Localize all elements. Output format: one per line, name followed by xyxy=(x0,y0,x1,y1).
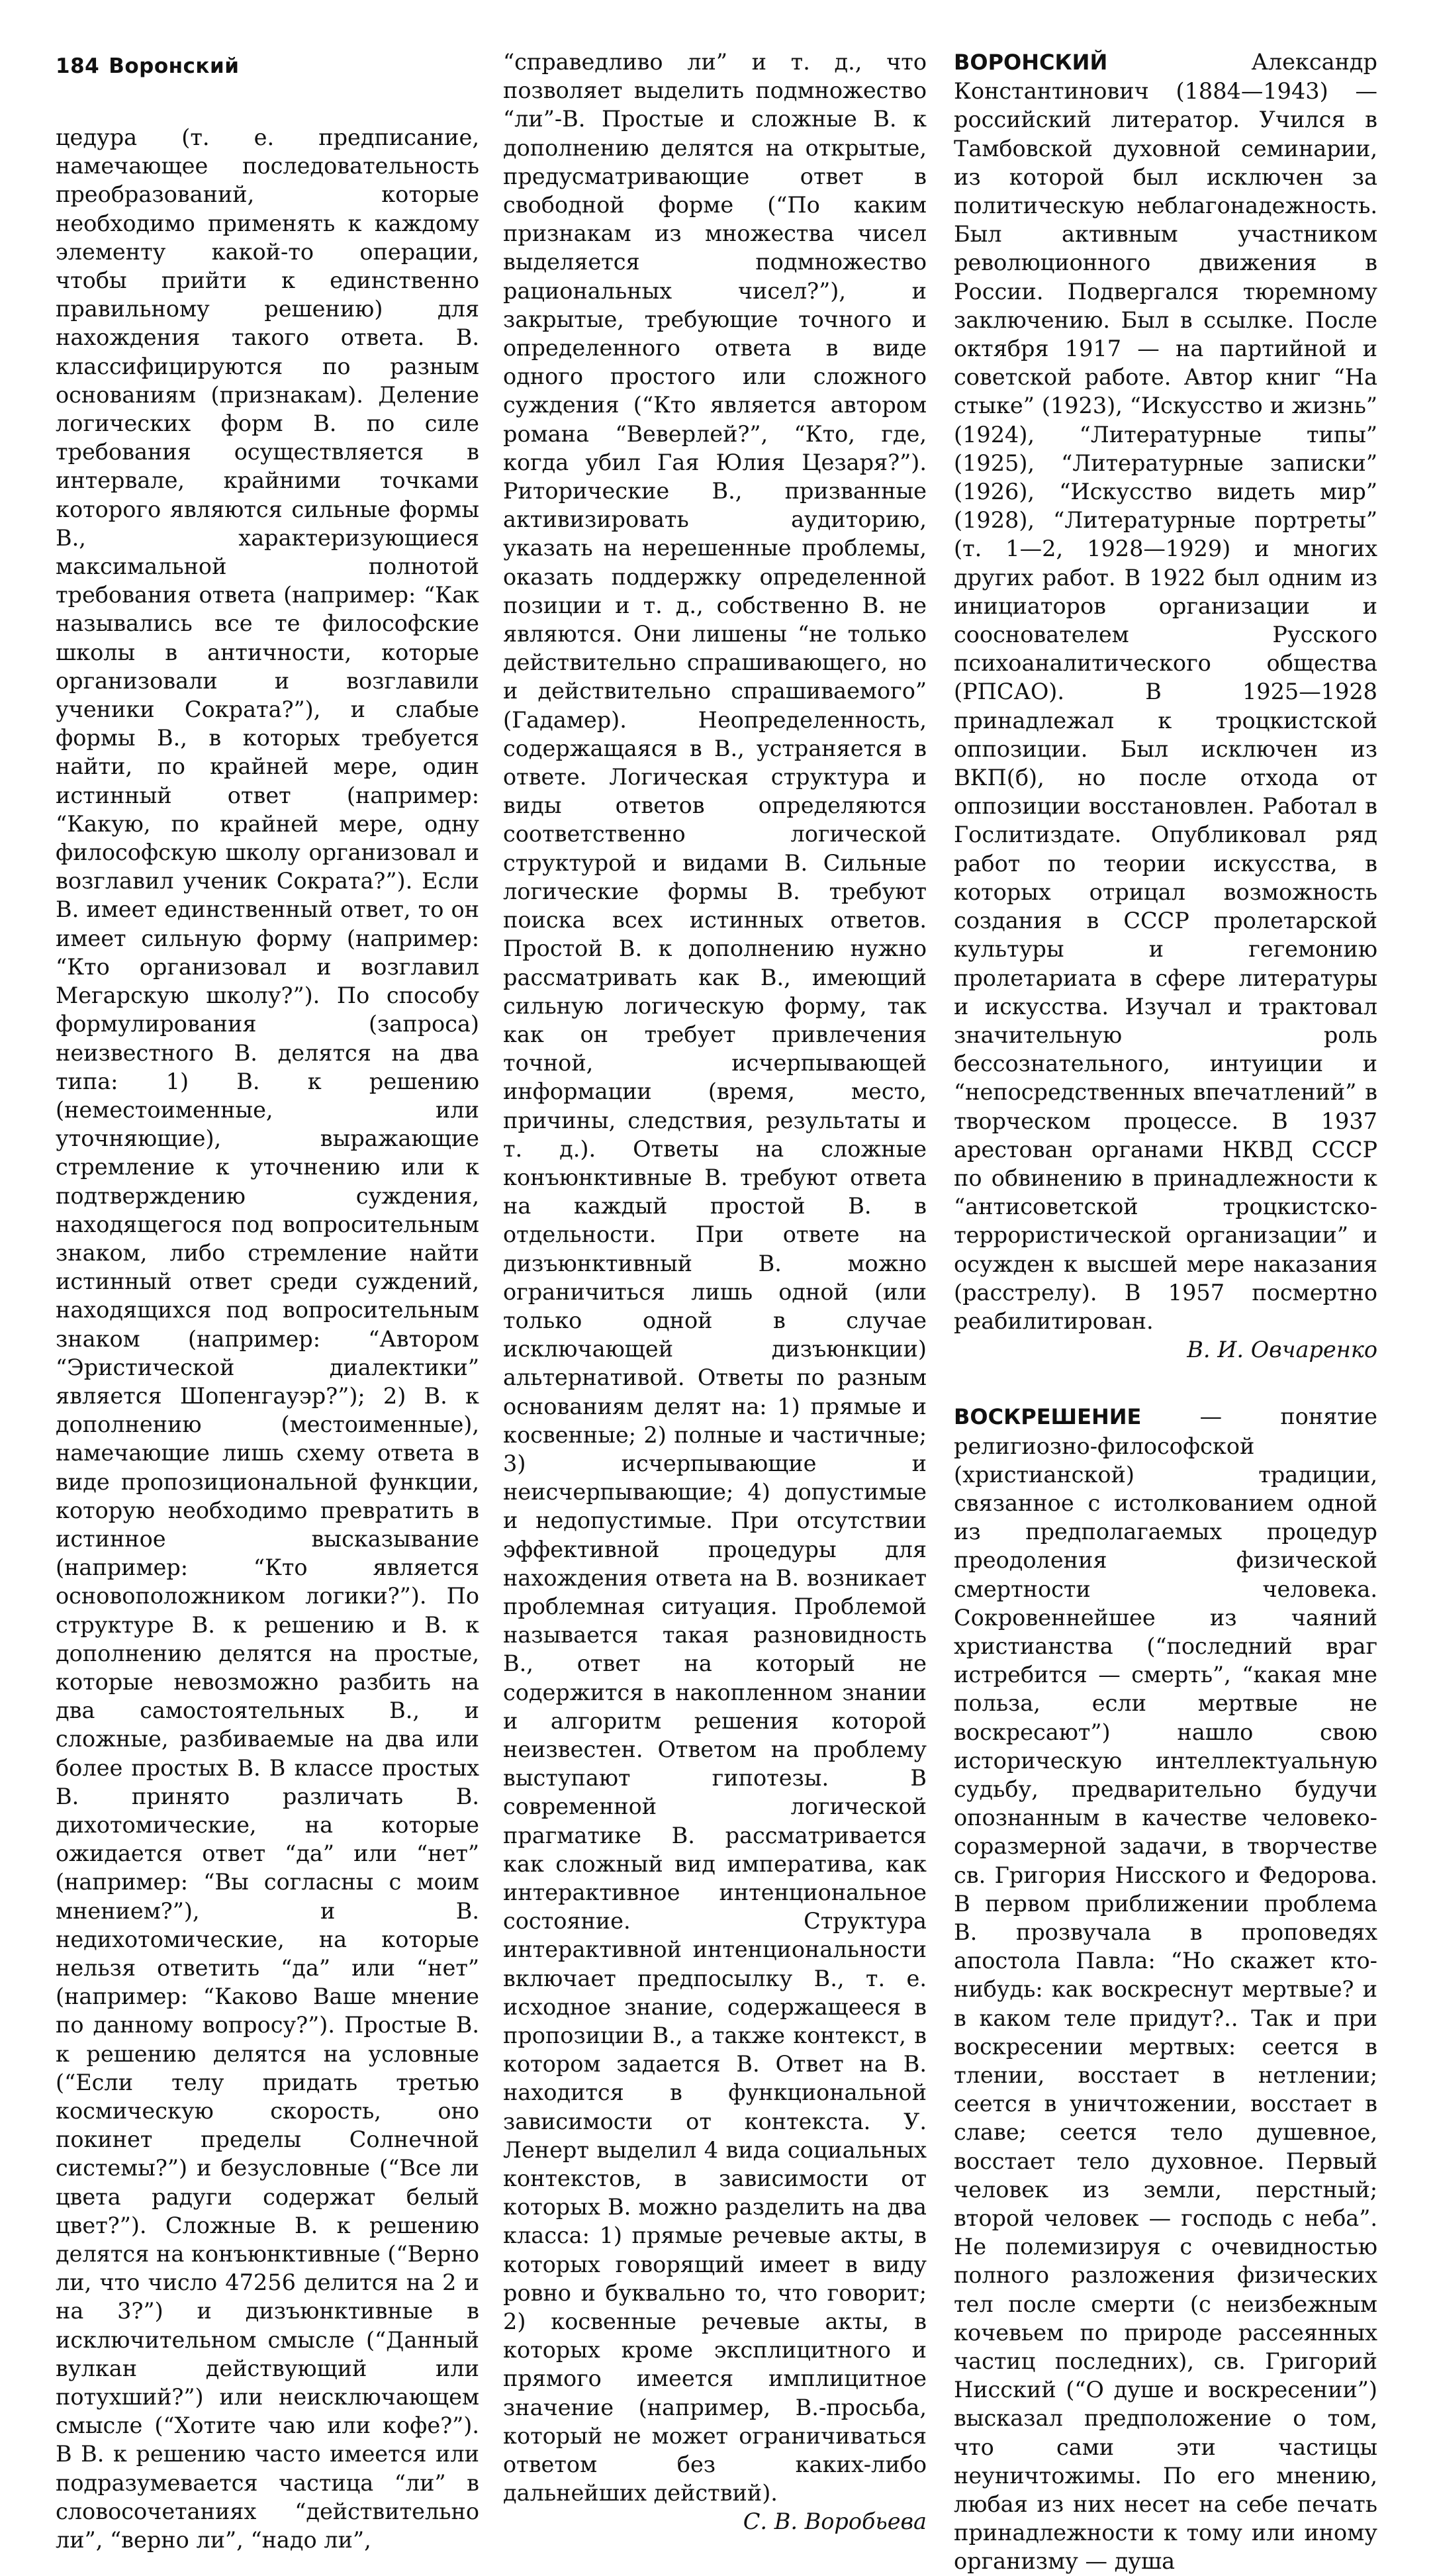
entry-headword: ВОСКРЕШЕНИЕ xyxy=(954,1404,1142,1430)
entry-headword: ВОРОНСКИЙ xyxy=(954,50,1108,75)
column-right xyxy=(954,48,1377,2576)
article-text-continued: цедура (т. е. предписание, намечающее последовательность преобразований, которые необходимо применять к каждому элементу какой-то операции, чтобы прийти к единственно правильному решению) для нахождения такого ответа. В. классифицируются по разным основаниям (признакам). Деление логических форм В. по силе требования осуществляется в интервале, крайними точками которого являются сильные формы В., характеризующиеся максимальной полнотой требования ответа (например: “Как назывались все те философские школы в античности, которые организовали и возглавили ученики Сократа?”), и слабые формы В., в которых требуется найти, по крайней мере, один истинный ответ (например: “Какую, по крайней мере, одну философскую школу организовал и возглавил ученик Сократа?”). Если В. имеет единственный ответ, то он имеет сильную форму (например: “Кто организовал и возглавил Мегарскую школу?”). По способу формулирования (запроса) неизвестного В. делятся на два типа: 1) В. к решению (неместоименные, или уточняющие), выражающие стремление к уточнению или к подтверждению суждения, находящегося под вопросительным знаком, либо стремление найти истинный ответ среди суждений, находящихся под вопросительным знаком (например: “Автором “Эристической диалектики” является Шопенгауэр?”); 2) В. к дополнению (местоименные), намечающие лишь схему ответа в виде пропозициональной функции, которую необходимо превратить в истинное высказывание (например: “Кто является основоположником логики?”). По структуре В. к решению и В. к дополнению делятся на простые, которые невозможно разбить на два самостоятельных В., и сложные, разбиваемые на два или более простых В. В классе простых В. принято различать В. дихотомические, на которые ожидается ответ “да” или “нет” (например: “Вы согласны с моим мнением?”), и В. недихотомические, на которые нельзя ответить “да” или “нет” (например: “Каково Ваше мнение по данному вопросу?”). Простые В. к решению делятся на условные (“Если телу придать третью космическую скорость, оно покинет пределы Солнечной системы?”) и безусловные (“Все ли цвета радуги содержат белый цвет?”). Сложные В. к решению делятся на конъюнктивные (“Верно ли, что число 47256 делится на 2 и на 3?”) и дизъюнктивные в исключительном смысле (“Данный вулкан действующий или потухший?”) или неисключающем смысле (“Хотите чаю или кофе?”). В В. к решению часто имеется или подразумевается частица “ли” в словосочетаниях “действительно ли”, “верно ли”, “надо ли”, xyxy=(56,124,479,2553)
entry-body: Александр Константинович (1884—1943) — российский литератор. Учился в Тамбовской духовной семинарии, из которой был исключен за политическую неблагонадежность. Был активным участником революционного движения в России. Подвергался тюремному заключению. Был в ссылке. После октября 1917 — на партийной и советской работе. Автор книг “На стыке” (1923), “Искусство и жизнь” (1924), “Литературные типы” (1925), “Литературные записки” (1926), “Искусство видеть мир” (1928), “Литературные портреты” (т. 1—2, 1928—1929) и многих других работ. В 1922 был одним из инициаторов организации и сооснователем Русского психоаналитического общества (РПСАО). В 1925—1928 принадлежал к троцкистской оппозиции. Был исключен из ВКП(б), но после отхода от оппозиции восстановлен. Работал в Гослитиздате. Опубликовал ряд работ по теории искусства, в которых отрицал возможность создания в СССР пролетарской культуры и гегемонию пролетариата в сфере литературы и искусства. Изучал и трактовал значительную роль бессознательного, интуиции и “непосредственных впечатлений” в творческом процессе. В 1937 арестован органами НКВД СССР по обвинению в принадлежности к “антисоветской троцкистско-террористической организации” и осужден к высшей мере наказания (расстрелу). В 1957 посмертно реабилитирован. xyxy=(954,49,1377,1334)
entry-separator xyxy=(954,1364,1377,1402)
entry-body: — понятие религиозно-философской (христианской) традиции, связанное с истолкованием одной из предполагаемых процедур преодоления физической смертности человека. Сокровеннейшее из чаяний христианства (“последний враг истребится — смерть”, “какая мне польза, если мертвые не воскресают”) нашло свою историческую интеллектуальную судьбу, предварительно будучи опознанным в качестве человеко-соразмерной задачи, в творчестве св. Григория Нисского и Федорова. В первом приближении проблема В. прозвучала в проповедях апостола Павла: “Но скажет кто-нибудь: как воскреснут мертвые? и в каком теле придут?.. Так и при воскресении мертвых: сеется в тлении, восстает в нетлении; сеется в уничтожении, восстает в славе; сеется тело душевное, восстает тело духовное. Первый человек из земли, перстный; второй человек — господь с неба”. Не полемизируя с очевидностью полного разложения физических тел после смерти (с неизбежным кочевьем по природе рассеянных частиц последних), св. Григорий Нисский (“О душе и воскресении”) высказал предположение о том, что сами эти частицы неуничтожимы. По его мнению, любая из них несет на себе печать принадлежности к тому или иному организму — душа xyxy=(954,1404,1377,2575)
article-text-continued-2: “справедливо ли” и т. д., что позволяет выделить подмножество “ли”-В. Простые и сложные В. к дополнению делятся на открытые, предусматривающие ответ в свободной форме (“По каким признакам из множества чисел выделяется подмножество рациональных чисел?”), и закрытые, требующие точного и определенного ответа в виде одного простого или сложного суждения (“Кто является автором романа “Веверлей?”, “Кто, где, когда убил Гая Юлия Цезаря?”). Риторические В., призванные активизировать аудиторию, указать на нерешенные проблемы, оказать поддержку определенной позиции и т. д., собственно В. не являются. Они лишены “не только действительно спрашивающего, но и действительно спрашиваемого” (Гадамер). Неопределенность, содержащаяся в В., устраняется в ответе. Логическая структура и виды ответов определяются соответственно логической структурой и видами В. Сильные логические формы В. требуют поиска всех истинных ответов. Простой В. к дополнению нужно рассматривать как В., имеющий сильную логическую форму, так как он требует привлечения точной, исчерпывающей информации (время, место, причины, следствия, результаты и т. д.). Ответы на сложные конъюнктивные В. требуют ответа на каждый простой В. в отдельности. При ответе на дизъюнктивный В. можно ограничиться лишь одной (или только одной в случае исключающей дизъюнкции) альтернативой. Ответы по разным основаниям делят на: 1) прямые и косвенные; 2) полные и частичные; 3) исчерпывающие и неисчерпывающие; 4) допустимые и недопустимые. При отсутствии эффективной процедуры для нахождения ответа на В. возникает проблемная ситуация. Проблемой называется такая разновидность В., ответ на который не содержится в накопленном знании и алгоритм решения которой неизвестен. Ответом на проблему выступают гипотезы. В современной логической прагматике В. рассматривается как сложный вид императива, как интерактивное интенциональное состояние. Структура интерактивной интенциональности включает предпосылку В., т. е. исходное знание, содержащееся в пропозиции В., а также контекст, в котором задается В. Ответ на В. находится в функциональной зависимости от контекста. У. Ленерт выделил 4 вида социальных контекстов, в зависимости от которых В. можно разделить на два класса: 1) прямые речевые акты, в которых говорящий имеет в виду ровно и буквально то, что говорит; 2) косвенные речевые акты, в которых кроме эксплицитного и прямого имеется имплицитное значение (например, В.-просьба, который не может ограничиваться ответом без каких-либо дальнейших действий). xyxy=(503,49,927,2506)
entry-voronsky xyxy=(954,48,1377,1335)
author-signature: В. И. Овчаренко xyxy=(1187,1337,1377,1363)
column-left xyxy=(56,123,479,2554)
running-header xyxy=(56,54,239,78)
page-number: 184 xyxy=(56,54,100,78)
column-middle xyxy=(503,48,927,2536)
entry-voskreshenie xyxy=(954,1402,1377,2575)
running-title: Воронский xyxy=(109,54,240,78)
author-signature: С. В. Воробьева xyxy=(743,2508,927,2535)
